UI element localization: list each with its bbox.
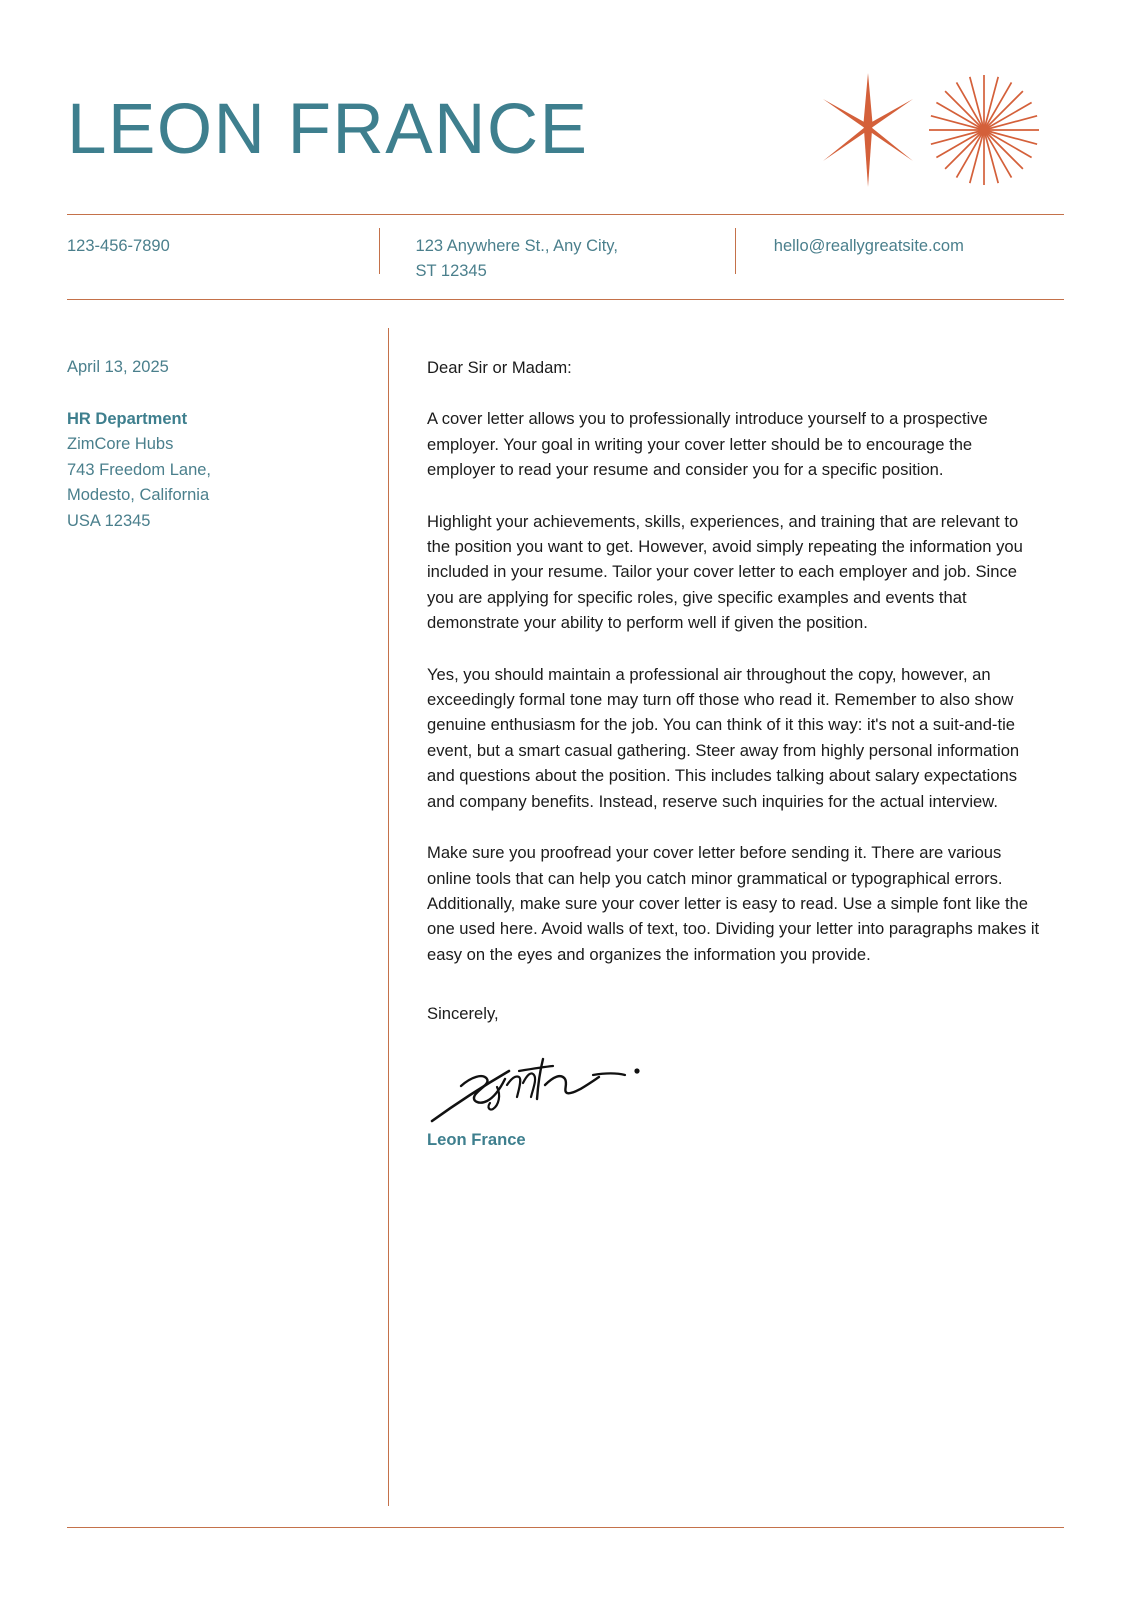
signature-image (427, 1041, 1041, 1127)
contact-bar (67, 228, 1064, 290)
recipient-line: HR Department (67, 409, 188, 428)
contact-address-line-1: 123 Anywhere St., Any City, (415, 237, 618, 255)
body-paragraph: Make sure you proofread your cover letter before sending it. There are various online tools that can help you catch minor grammatical or typographical errors. Additionally, make sure your cover letter is easy to read. Use a simple font like the one used here. Avoid walls of text, too. Dividing your letter into paragraphs makes it easy on the eyes and organizes the information you provide. (427, 843, 1040, 964)
recipient-line: 743 Freedom Lane, (67, 460, 212, 479)
closing-line: Sincerely, (427, 1004, 499, 1024)
recipient-line: Modesto, California (67, 486, 210, 504)
handwritten-signature-icon (427, 1041, 647, 1127)
contact-address (380, 228, 735, 284)
recipient-block (67, 407, 367, 535)
sunburst-center (979, 125, 989, 135)
column-divider (388, 328, 389, 1506)
contact-phone[interactable]: 123-456-7890 (67, 237, 170, 255)
signatory-name: Leon France (427, 1129, 526, 1149)
letter-body-column (427, 355, 1041, 1152)
body-paragraph: Highlight your achievements, skills, experiences, and training that are relevant to the position you want to get. However, avoid simply repeating the information you included in your resume. Tailor your cover letter to each employer and job. Since you are applying for specific roles, give specific examples and events that demonstrate your ability to perform well if given the position. (427, 511, 1023, 633)
radial-sunburst-icon (928, 71, 1040, 189)
recipient-line: ZimCore Hubs (67, 435, 174, 453)
header-divider-top (67, 214, 1064, 215)
letter-meta-column (67, 355, 367, 534)
six-point-sparkle-icon (814, 71, 922, 189)
contact-email[interactable]: hello@reallygreatsite.com (773, 237, 964, 255)
recipient-line: USA 12345 (67, 511, 151, 530)
footer-divider (67, 1527, 1064, 1528)
body-paragraph: Yes, you should maintain a professional air throughout the copy, however, an exceedingly formal tone may turn off those who read it. Remember to also show genuine enthusiasm for the job. You can think of it this way: it's not a suit-and-tie event, but a smart casual gathering. Steer away from highly personal information and questions about the position. This includes talking about salary expectations and company benefits. Instead, reserve such inquiries for the actual interview. (427, 664, 1020, 811)
header-divider-bottom (67, 299, 1064, 300)
body-paragraph: A cover letter allows you to professionally introduce yourself to a prospective employer. Your goal in writing your cover letter should be to encourage the employer to read your resume and consider you for a specific position. (427, 409, 988, 480)
letterhead-ornaments (814, 71, 1040, 189)
contact-address-line-2: ST 12345 (415, 262, 487, 280)
letterhead (67, 62, 1064, 197)
letter-date: April 13, 2025 (67, 358, 169, 376)
salutation: Dear Sir or Madam: (427, 358, 572, 377)
page-title: LEON FRANCE (67, 90, 589, 169)
